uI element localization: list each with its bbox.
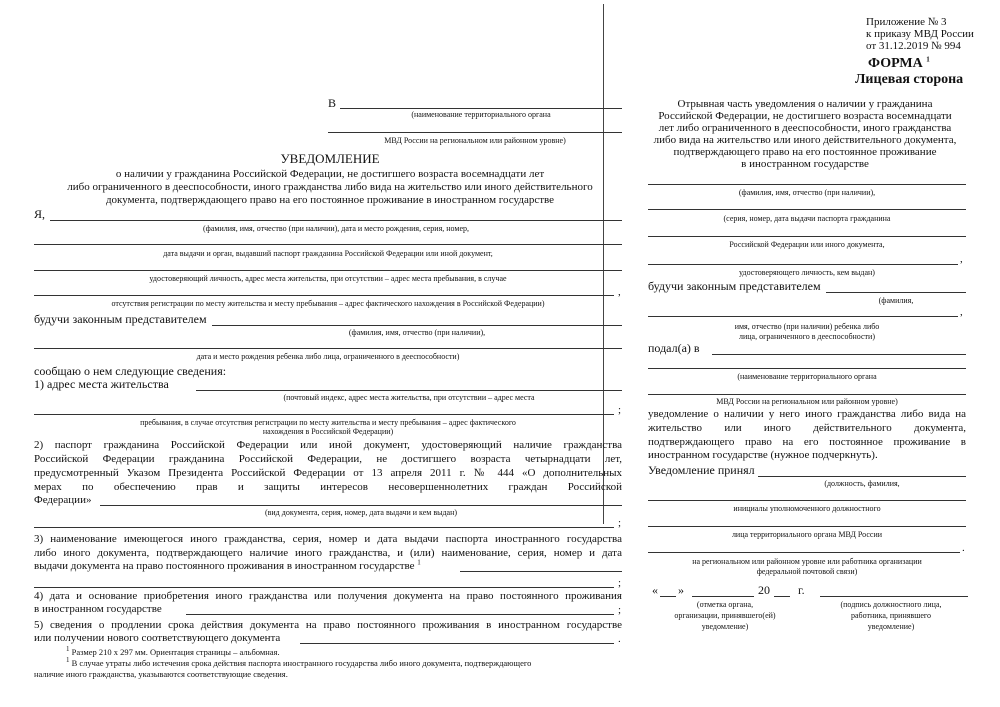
annex-line-2: к приказу МВД России [866, 28, 974, 40]
item3-line[interactable] [460, 571, 622, 572]
footnote-1: $^1$ Размер 210 х 297 мм. Ориентация страницы – альбомная. [66, 645, 280, 657]
legal-rep-label: будучи законным представителем [34, 312, 207, 326]
tearoff-passport-line[interactable] [648, 209, 966, 210]
to-label: В [328, 96, 337, 110]
date-open-quote: « [652, 583, 658, 597]
hint-mark-3: уведомление) [701, 622, 749, 631]
item3-line-2[interactable] [34, 587, 614, 588]
tearoff-submitted-line[interactable] [712, 354, 966, 355]
comma-1: , [618, 286, 621, 298]
tearoff-rfdoc-line[interactable] [648, 236, 966, 237]
hint-doc: (вид документа, серия, номер, дата выдачи и кем выдан) [264, 508, 458, 517]
semicolon-2: ; [618, 517, 622, 529]
fio-line[interactable] [50, 220, 622, 221]
tearoff-hint-position: (должность, фамилия, [824, 479, 900, 488]
tearoff-title-2: Российской Федерации, не достигшего возраста восемнадцати [658, 110, 952, 122]
hint-territorial: (наименование территориального органа [411, 110, 551, 119]
hint-identity: удостоверяющий личность, адрес места жительства, при отсутствии – адрес места пребывания, в случае [149, 274, 507, 283]
tearoff-legal-rep-line[interactable] [826, 292, 966, 293]
tearoff-title-1: Отрывная часть уведомления о наличии у гражданина [677, 98, 933, 110]
tearoff-legal-rep: будучи законным представителем [648, 279, 821, 293]
tearoff-hint-identity: удостоверяющего личность, кем выдан) [739, 268, 875, 277]
tearoff-hint-level: на региональном или районном уровне или работника организации [692, 557, 922, 566]
tearoff-level-line[interactable] [648, 552, 960, 553]
item3-last-line: выдачи документа на право постоянного проживания в иностранном государстве $^1$ [34, 558, 421, 572]
hint-fio: (фамилия, имя, отчество (при наличии), дата и место рождения, серия, номер, [203, 224, 469, 233]
legal-rep-line[interactable] [212, 325, 622, 326]
item5-line[interactable] [300, 643, 614, 644]
hint-mark-2: организации, принявшего(ей) [674, 611, 776, 620]
item4-text: 4) дата и основание приобретения иного гражданства или получения документа на право постоянного проживания [34, 590, 622, 602]
item2-text: 2) паспорт гражданина Российской Федерации или иной документ, удостоверяющий наличие гражданства Российской Федерации гражданина Российской Федерации, не достигшего возраста четырнадцати лет, предусмотренный Указом Президента Российской Федерации от 13 апреля 2011 г. № 444 «О дополнительных мерах по обеспечению прав и защиты интересов несовершеннолетних граждан Российской [34, 439, 622, 493]
tearoff-title-3: лет либо ограниченного в дееспособности, иного гражданства [658, 122, 952, 134]
item5-text: 5) сведения о продлении срока действия документа на право постоянного проживания в иностранном государстве [34, 619, 622, 631]
child-birth-line[interactable] [34, 348, 622, 349]
tearoff-identity-line[interactable] [648, 264, 958, 265]
tearoff-hint-initials: инициалы уполномоченного должностного [733, 504, 881, 513]
ya-label: Я, [34, 207, 46, 221]
tearoff-hint-child: имя, отчество (при наличии) ребенка либо [734, 322, 880, 331]
semicolon-4: ; [618, 604, 622, 616]
item2-last-line: Федерации» [34, 494, 92, 506]
signature-line[interactable] [820, 596, 968, 597]
item1-label: 1) адрес места жительства [34, 377, 169, 391]
tearoff-notify-text: уведомление о наличии у него иного гражданства либо вида на жительство или иного действительного документа, подтверждающего право на его постоянное проживание в [648, 408, 966, 448]
date-day-line[interactable] [660, 596, 676, 597]
notice-subtitle-2: либо ограниченного в дееспособности, иного гражданства либо вида на жительство или иного действительного [67, 181, 593, 193]
tearoff-hint-rfdoc: Российской Федерации или иного документа, [729, 240, 885, 249]
hint-stay: пребывания, в случае отсутствия регистрации по месту жительства и месту пребывания – адрес фактического [140, 418, 516, 427]
item4-last-line: в иностранном государстве [34, 603, 162, 615]
issue-line[interactable] [34, 244, 622, 245]
date-year-line[interactable] [774, 596, 790, 597]
hint-stay-2: нахождения в Российской Федерации) [262, 427, 394, 436]
date-year-suffix: г. [798, 583, 805, 597]
tearoff-notify-last: иностранном государстве (нужное подчеркнуть). [648, 449, 878, 461]
tearoff-hint-passport: (серия, номер, дата выдачи паспорта гражданина [723, 214, 891, 223]
date-year-prefix: 20 [758, 583, 770, 597]
form-title: ФОРМА $^1$ [868, 55, 930, 71]
hint-child-birth: дата и место рождения ребенка либо лица, ограниченного в дееспособности) [196, 352, 460, 361]
tearoff-submitted: подал(а) в [648, 341, 700, 355]
footnote-2-cont: наличие иного гражданства, указываются соответствующие сведения. [34, 669, 288, 679]
item2-line-2[interactable] [34, 527, 614, 528]
tearoff-territorial-line[interactable] [648, 368, 966, 369]
notice-subtitle-1: о наличии у гражданина Российской Федерации, не достигшего возраста восемнадцати лет [115, 168, 545, 180]
address-line[interactable] [34, 295, 614, 296]
report-label: сообщаю о нем следующие сведения: [34, 364, 227, 378]
tearoff-title-6: в иностранном государстве [741, 158, 869, 170]
mvd-organ-line[interactable] [328, 132, 622, 133]
date-month-line[interactable] [692, 596, 754, 597]
tearoff-period: . [962, 542, 965, 554]
item1-line-2[interactable] [34, 414, 614, 415]
tearoff-child-line[interactable] [648, 316, 958, 317]
hint-sign-2: работника, принявшего [851, 611, 931, 620]
tearoff-initials-line[interactable] [648, 500, 966, 501]
notice-subtitle-3: документа, подтверждающего право на его постоянное проживание в иностранном государстве [105, 194, 555, 206]
tearoff-hint-territorial: (наименование территориального органа [737, 372, 877, 381]
period-left: . [618, 633, 621, 645]
hint-postal: (почтовый индекс, адрес места жительства, при отсутствии – адрес места [283, 393, 535, 402]
item1-line[interactable] [196, 390, 622, 391]
identity-line[interactable] [34, 270, 622, 271]
tearoff-hint-mvd: МВД России на региональном или районном уровне) [716, 397, 898, 406]
item5-last-line: или получении нового соответствующего документа [34, 632, 281, 644]
semicolon-1: ; [618, 404, 622, 416]
semicolon-3: ; [618, 577, 622, 589]
hint-noreg: отсутствия регистрации по месту жительства и месту пребывания – адрес фактического нахождения в Российской Федерации) [111, 299, 545, 308]
tearoff-mvd-line[interactable] [648, 394, 966, 395]
footnote-2: $^1$ В случае утраты либо истечения срока действия паспорта иностранного государства либо иного документа, подтверждающего [66, 656, 532, 668]
tearoff-accepted-line[interactable] [758, 476, 966, 477]
tearoff-title-5: подтверждающего право на его постоянное проживание [673, 146, 937, 158]
notice-title: УВЕДОМЛЕНИЕ [280, 151, 380, 166]
tearoff-accepted: Уведомление принял [648, 463, 755, 477]
hint-issue: дата выдачи и орган, выдавший паспорт гражданина Российской Федерации или иной документ, [163, 249, 493, 258]
tearoff-title-4: либо вида на жительство или иного действительного документа, [653, 134, 957, 146]
face-side-label: Лицевая сторона [855, 72, 964, 87]
item4-line[interactable] [186, 614, 614, 615]
tearoff-comma-2: , [960, 306, 963, 318]
date-close-quote: » [678, 583, 684, 597]
territorial-organ-line[interactable] [340, 108, 622, 109]
hint-sign-1: (подпись должностного лица, [840, 600, 942, 609]
tearoff-person-line[interactable] [648, 526, 966, 527]
annex-line-3: от 31.12.2019 № 994 [866, 40, 961, 52]
hint-mark-1: (отметка органа, [696, 600, 754, 609]
hint-sign-3: уведомление) [867, 622, 915, 631]
tearoff-hint-limited: лица, ограниченного в дееспособности) [739, 332, 875, 341]
tearoff-hint-person: лица территориального органа МВД России [731, 530, 883, 539]
item2-line[interactable] [100, 505, 622, 506]
tearoff-comma-1: , [960, 253, 963, 265]
tearoff-hint-post: федеральной почтовой связи) [756, 567, 858, 576]
tearoff-fio-line[interactable] [648, 184, 966, 185]
hint-mvd: МВД России на региональном или районном уровне) [384, 136, 566, 145]
tearoff-hint-fio: (фамилия, имя, отчество (при наличии), [738, 188, 876, 197]
hint-child-fio: (фамилия, имя, отчество (при наличии), [348, 328, 486, 337]
annex-line-1: Приложение № 3 [866, 16, 947, 28]
item3-text: 3) наименование имеющегося иного гражданства, серия, номер и дата выдачи паспорта иностранного государства либо иного документа, подтверждающего наличие иного гражданства, и (или) наименование, серия, номер и дата [34, 533, 622, 559]
tearoff-hint-surname: (фамилия, [878, 296, 914, 305]
